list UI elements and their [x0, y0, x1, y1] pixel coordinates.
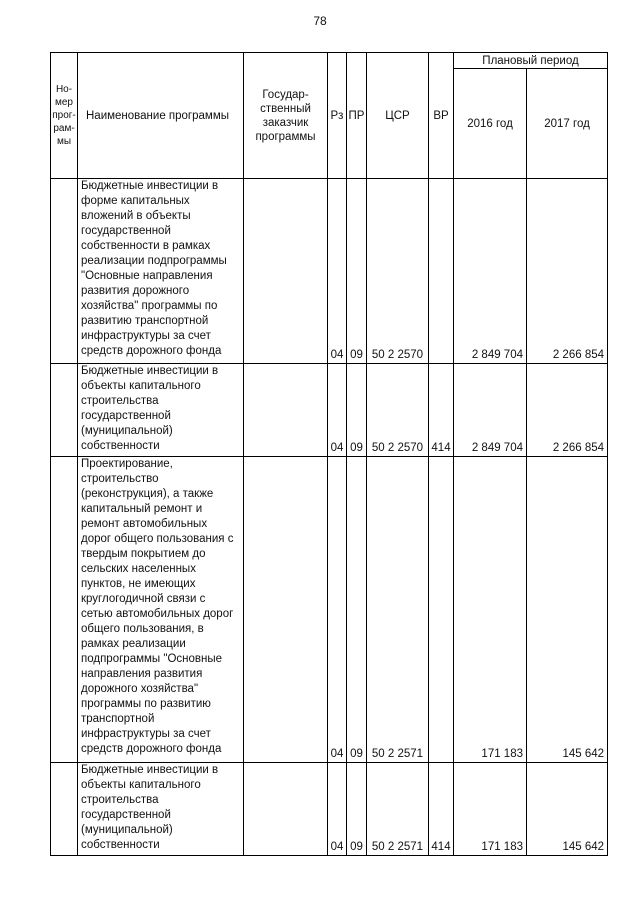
table-row [51, 763, 608, 856]
cell-2016: 2 849 704 [454, 179, 527, 364]
cell-pr: 09 [347, 457, 367, 763]
cell-rz: 04 [328, 457, 347, 763]
table-row [51, 179, 608, 364]
program-table [50, 52, 608, 856]
cell-vr: 414 [429, 763, 454, 856]
cell-pr: 09 [347, 364, 367, 457]
cell-2017: 2 266 854 [527, 179, 608, 364]
cell-program-name: Бюджетные инвестиции в объекты капитального строительства государственной (муниципальной) собственности [78, 364, 244, 457]
cell-number [51, 364, 78, 457]
cell-csr: 50 2 2570 [367, 179, 429, 364]
header-year-2017: 2017 год [527, 69, 608, 179]
cell-number [51, 457, 78, 763]
header-rz: Рз [328, 53, 347, 179]
cell-2017: 145 642 [527, 763, 608, 856]
page-number: 78 [313, 14, 327, 28]
cell-pr: 09 [347, 763, 367, 856]
table-row [51, 364, 608, 457]
cell-csr: 50 2 2570 [367, 364, 429, 457]
header-row-top [51, 53, 608, 69]
cell-2016: 171 183 [454, 763, 527, 856]
cell-customer [244, 364, 328, 457]
header-customer: Государ- ственный заказчик программы [244, 53, 328, 179]
cell-number [51, 179, 78, 364]
cell-csr: 50 2 2571 [367, 457, 429, 763]
header-program-name: Наименование программы [78, 53, 244, 179]
cell-2017: 145 642 [527, 457, 608, 763]
header-vr: ВР [429, 53, 454, 179]
cell-program-name: Бюджетные инвестиции в форме капитальных вложений в объекты государственной собственности в рамках реализации подпрограммы "Основные направления развития дорожного хозяйства" программы по развитию транспортной инфраструктуры за счет средств дорожного фонда [78, 179, 244, 364]
cell-2017: 2 266 854 [527, 364, 608, 457]
table-row [51, 457, 608, 763]
cell-rz: 04 [328, 763, 347, 856]
cell-program-name: Проектирование, строительство (реконструкция), а также капитальный ремонт и ремонт автомобильных дорог общего пользования с твердым покрытием до сельских населенных пунктов, не имеющих круглогодичной связи с сетью автомобильных дорог общего пользования, в рамках реализации подпрограммы "Основные направления развития дорожного хозяйства" программы по развитию транспортной инфраструктуры за счет средств дорожного фонда [78, 457, 244, 763]
cell-rz: 04 [328, 364, 347, 457]
cell-rz: 04 [328, 179, 347, 364]
cell-vr [429, 457, 454, 763]
header-planned-period: Плановый период [454, 53, 608, 69]
cell-2016: 171 183 [454, 457, 527, 763]
header-pr: ПР [347, 53, 367, 179]
header-program-number: Но- мер прог- рам- мы [51, 53, 78, 179]
cell-2016: 2 849 704 [454, 364, 527, 457]
cell-vr [429, 179, 454, 364]
cell-vr: 414 [429, 364, 454, 457]
cell-number [51, 763, 78, 856]
cell-pr: 09 [347, 179, 367, 364]
cell-program-name: Бюджетные инвестиции в объекты капитального строительства государственной (муниципальной) собственности [78, 763, 244, 856]
cell-customer [244, 457, 328, 763]
header-year-2016: 2016 год [454, 69, 527, 179]
cell-csr: 50 2 2571 [367, 763, 429, 856]
cell-customer [244, 763, 328, 856]
header-csr: ЦСР [367, 53, 429, 179]
cell-customer [244, 179, 328, 364]
